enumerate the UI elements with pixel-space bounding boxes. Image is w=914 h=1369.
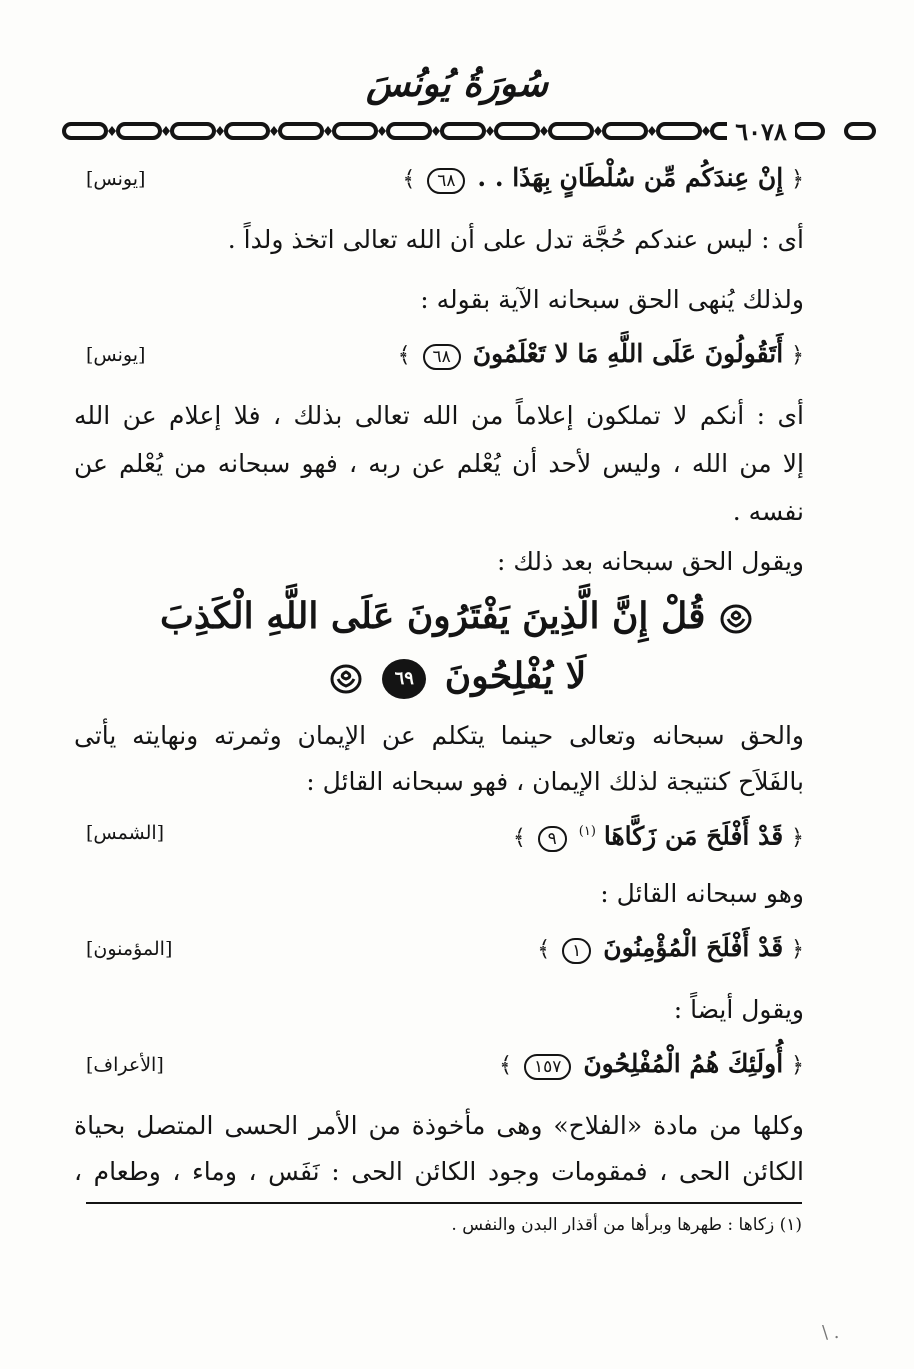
- paragraph-line: ويقول أيضاً :: [673, 995, 804, 1024]
- paragraph-line: الكائن الحى ، فمقومات وجود الكائن الحى : نَفَس ، وماء ، وطعام ،: [74, 1157, 804, 1186]
- footnote-divider: [86, 1202, 802, 1204]
- surah-reference: [يونس]: [86, 168, 146, 190]
- ornamental-flower-icon: [328, 664, 364, 694]
- paragraph-line: أى : أنكم لا تملكون إعلاماً من الله تعالى بذلك ، فلا إعلام عن الله: [74, 401, 804, 430]
- paragraph-line: وكلها من مادة «الفلاح» وهى مأخوذة من الأمر الحسى المتصل بحياة: [74, 1111, 804, 1140]
- surah-reference: [الشمس]: [86, 822, 165, 844]
- paragraph-line: ولذلك يُنهى الحق سبحانه الآية بقوله :: [420, 285, 804, 314]
- quran-block-line: [0, 586, 914, 646]
- footnote-text: (١) زكاها : طهرها وبرأها من أقذار البدن والنفس .: [451, 1215, 802, 1235]
- ornamental-flower-icon: [718, 604, 754, 634]
- ayah-number: ١٥٧: [524, 1054, 571, 1080]
- verse-open-bracket: ﴿: [791, 937, 804, 962]
- verse-text: قَدْ أَفْلَحَ الْمُؤْمِنُونَ: [603, 933, 784, 962]
- scan-edge-mark: \ .: [822, 1322, 840, 1343]
- verse-close-bracket: ﴾: [402, 167, 416, 192]
- verse-text: إِنْ عِندَكُم مِّن سُلْطَانٍ بِهَذَا . .: [477, 163, 784, 192]
- paragraph-line: أى : ليس عندكم حُجَّة تدل على أن الله تعالى اتخذ ولداً .: [227, 225, 804, 254]
- ayah-number-circle: ٦٩: [382, 659, 426, 699]
- paragraph-line: نفسه .: [732, 497, 804, 526]
- quran-block-line: [0, 646, 914, 706]
- ayah-number: ١: [562, 938, 591, 964]
- surah-title: سُورَةُ يُونُسَ: [365, 63, 549, 105]
- verse-open-bracket: ﴿: [791, 825, 804, 851]
- paragraph-line: والحق سبحانه وتعالى حينما يتكلم عن الإيمان وثمرته ونهايته يأتى: [74, 721, 805, 750]
- ayah-number: ٦٨: [423, 344, 461, 370]
- paragraph-line: إلا من الله ، وليس لأحد أن يُعْلم عن ربه ، فهو سبحانه من يُعْلم عن: [74, 449, 804, 478]
- verse-text: قَدْ أَفْلَحَ مَن زَكَّاهَا: [603, 821, 784, 851]
- verse-text: أُولَئِكَ هُمُ الْمُفْلِحُونَ: [583, 1049, 784, 1078]
- ayah-number: ٦٨: [427, 168, 465, 194]
- paragraph-line: بالفَلاَح كنتيجة لذلك الإيمان ، فهو سبحانه القائل :: [306, 767, 804, 796]
- verse-open-bracket: ﴿: [791, 167, 804, 192]
- quran-text: قُلْ إِنَّ الَّذِينَ يَفْتَرُونَ عَلَى اللَّهِ الْكَذِبَ: [160, 595, 706, 637]
- verse-line: [74, 334, 804, 376]
- verse-line: [74, 158, 804, 200]
- verse-close-bracket: ﴾: [512, 825, 526, 851]
- verse-line: [74, 1044, 804, 1086]
- verse-open-bracket: ﴿: [791, 1053, 804, 1078]
- page-number: ٦٠٧٨: [727, 119, 795, 145]
- verse-line: [74, 812, 804, 858]
- paragraph-line: ويقول الحق سبحانه بعد ذلك :: [496, 547, 804, 576]
- surah-reference: [المؤمنون]: [86, 938, 173, 960]
- verse-open-bracket: ﴿: [791, 343, 804, 368]
- verse-close-bracket: ﴾: [499, 1053, 512, 1078]
- footnote-marker: (١): [578, 824, 596, 839]
- verse-close-bracket: ﴾: [397, 343, 411, 368]
- surah-reference: [يونس]: [86, 344, 146, 366]
- ayah-number: ٩: [538, 826, 567, 852]
- verse-line: [74, 928, 804, 970]
- verse-text: أَتَقُولُونَ عَلَى اللَّهِ مَا لا تَعْلَمُونَ: [472, 339, 784, 368]
- paragraph-line: وهو سبحانه القائل :: [600, 879, 804, 908]
- surah-reference: [الأعراف]: [86, 1054, 164, 1076]
- verse-close-bracket: ﴾: [537, 937, 551, 962]
- quran-text: لَا يُفْلِحُونَ: [444, 655, 587, 697]
